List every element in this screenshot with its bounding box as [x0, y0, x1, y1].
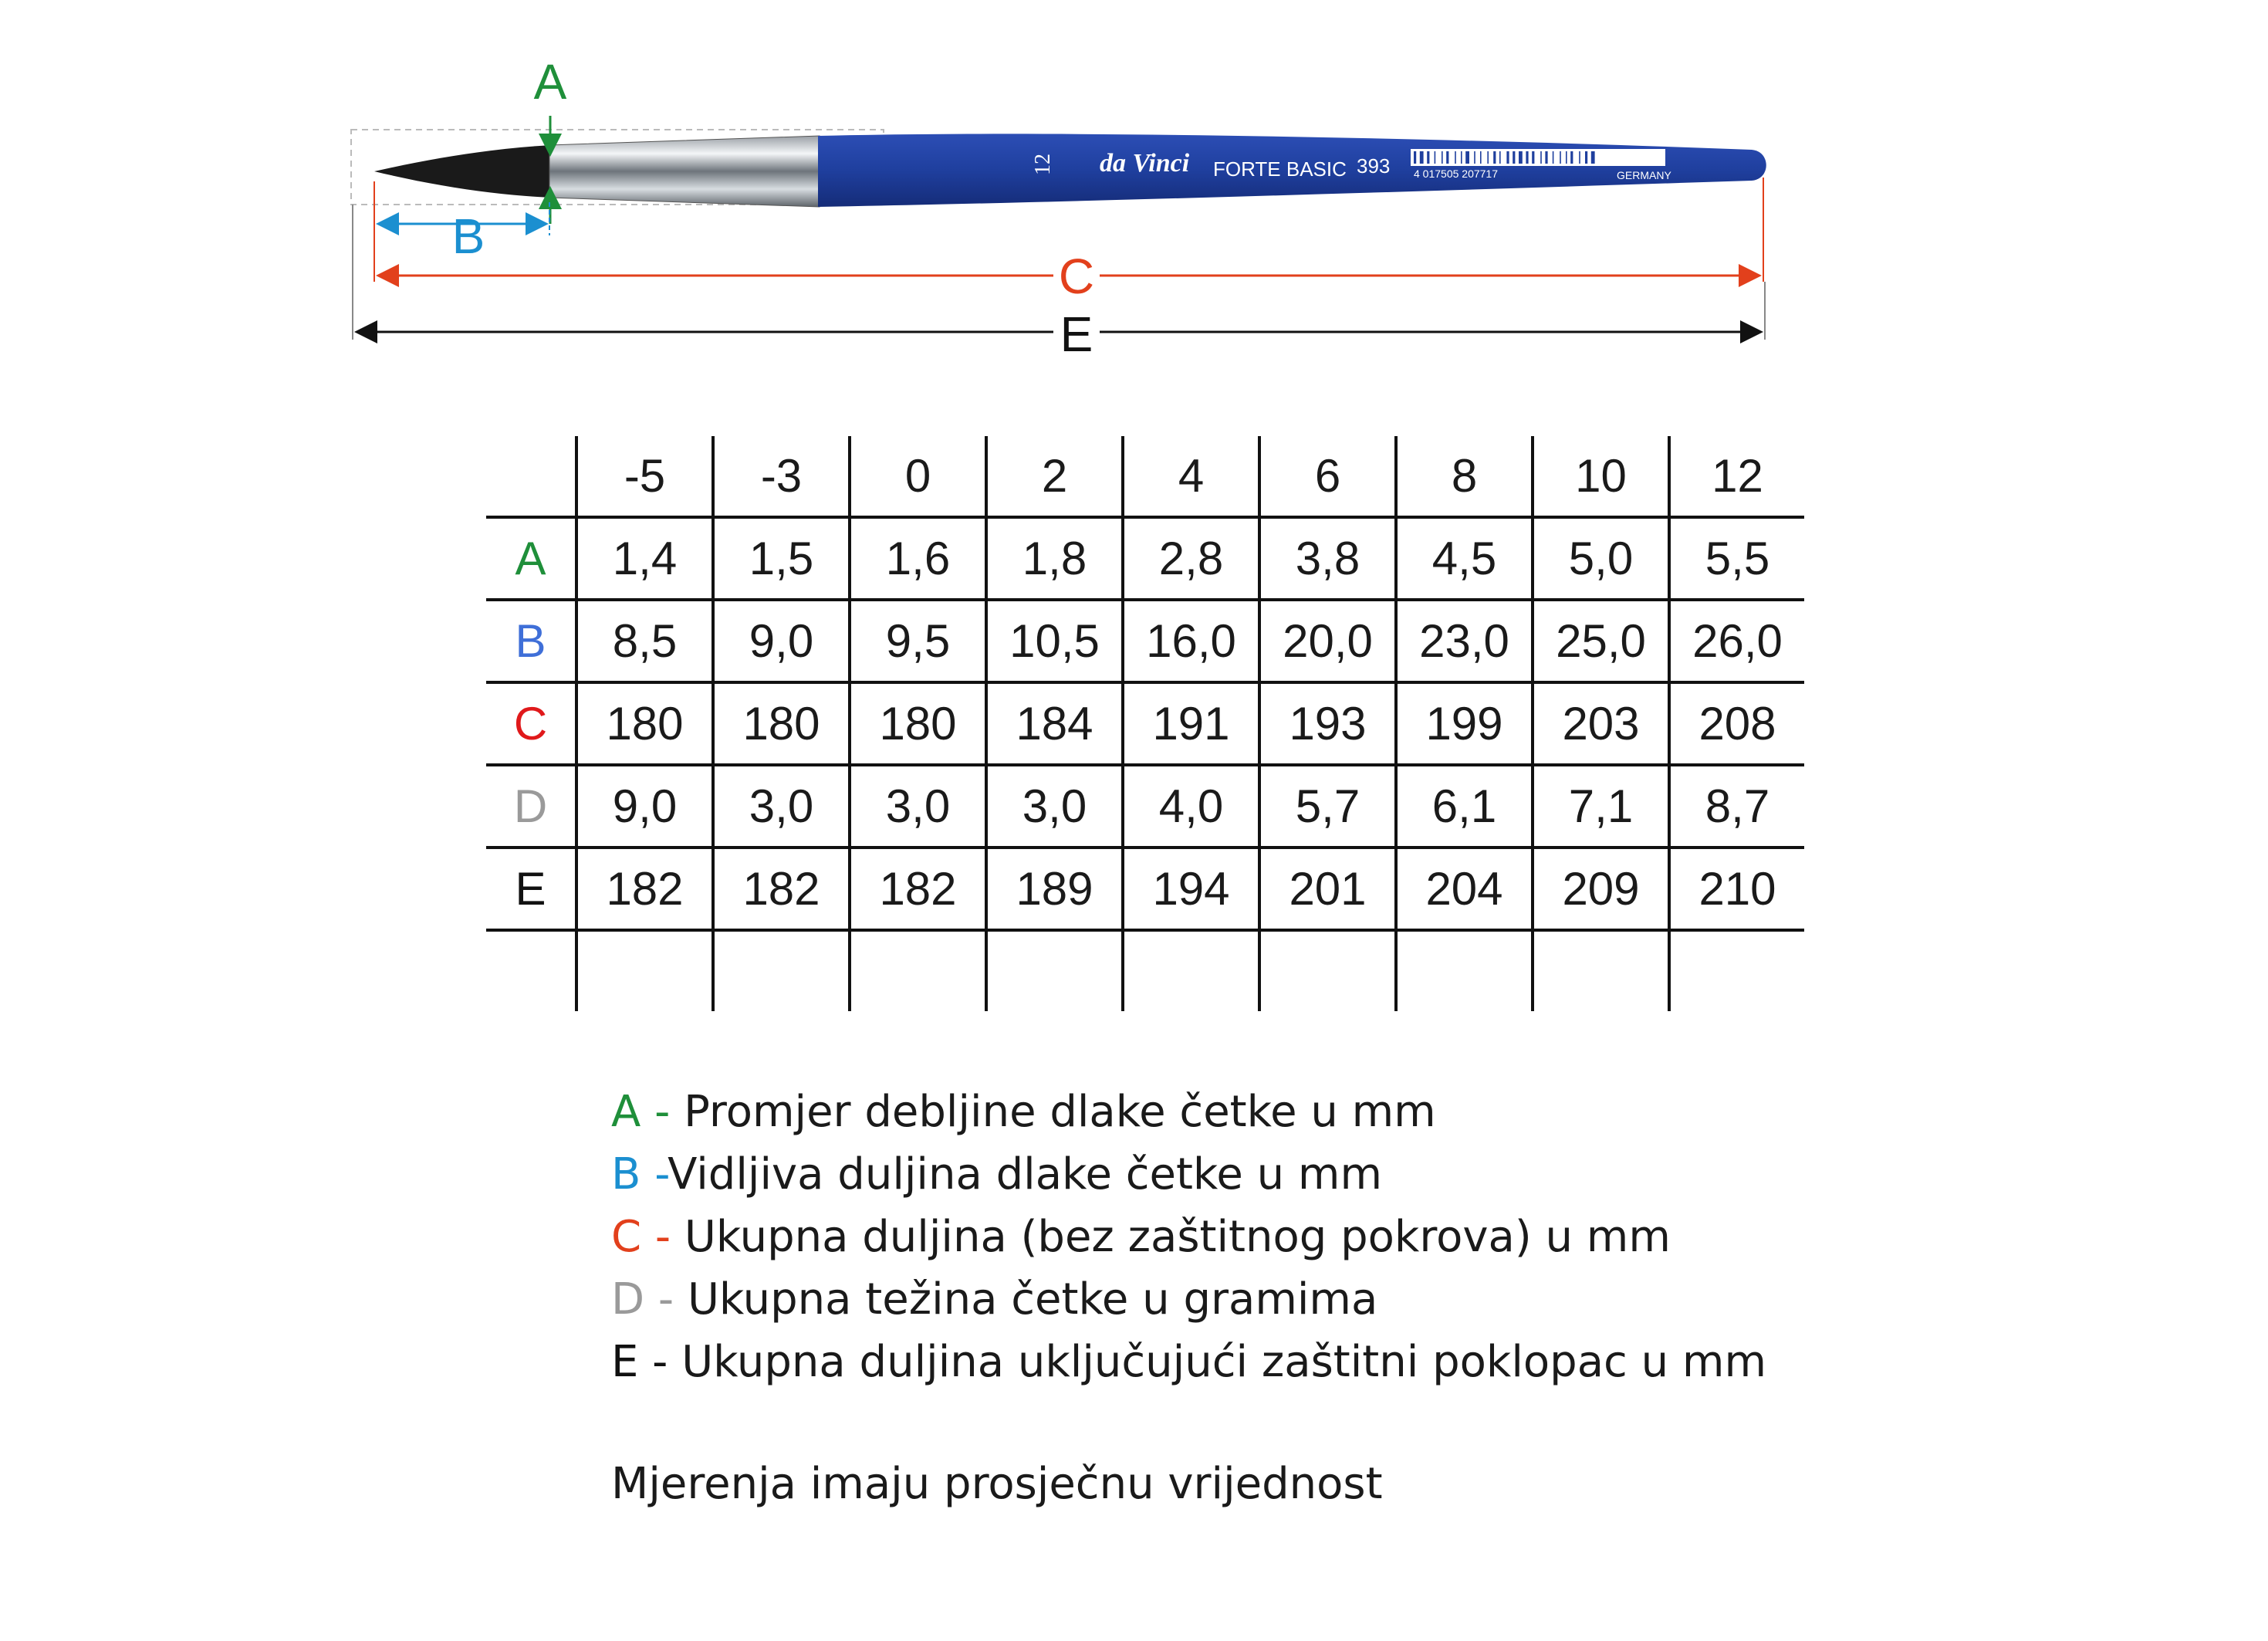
- legend-key: A -: [611, 1087, 671, 1137]
- table-cell: 3,0: [986, 765, 1123, 848]
- empty-cell: [1259, 930, 1396, 1011]
- measurement-note: Mjerenja imaju prosječnu vrijednost: [611, 1459, 1383, 1509]
- table-cell: 199: [1396, 682, 1533, 765]
- column-header: 6: [1259, 436, 1396, 517]
- empty-cell: [1533, 930, 1669, 1011]
- legend-item: [611, 1081, 1766, 1143]
- legend-key: B -: [611, 1149, 668, 1199]
- table-cell: 1,5: [713, 517, 850, 600]
- table-cell: 25,0: [1533, 600, 1669, 682]
- size-table: [486, 436, 1804, 1011]
- brush-diagram: [0, 0, 2268, 401]
- table-cell: 3,0: [713, 765, 850, 848]
- table-cell: 4,0: [1123, 765, 1259, 848]
- legend-item: [611, 1143, 1766, 1206]
- table-cell: 5,5: [1669, 517, 1804, 600]
- table-cell: 1,8: [986, 517, 1123, 600]
- row-label: D: [486, 765, 576, 848]
- table-cell: 10,5: [986, 600, 1123, 682]
- empty-cell: [850, 930, 986, 1011]
- table-row: [486, 848, 1804, 930]
- table-cell: 204: [1396, 848, 1533, 930]
- table-cell: 201: [1259, 848, 1396, 930]
- table-cell: 5,7: [1259, 765, 1396, 848]
- table-cell: 191: [1123, 682, 1259, 765]
- legend-key: C -: [611, 1212, 671, 1262]
- legend-item: [611, 1268, 1766, 1331]
- table-cell: 20,0: [1259, 600, 1396, 682]
- legend-text: Promjer debljine dlake četke u mm: [670, 1087, 1436, 1137]
- table-cell: 2,8: [1123, 517, 1259, 600]
- table-cell: 194: [1123, 848, 1259, 930]
- row-label: C: [486, 682, 576, 765]
- empty-cell: [486, 930, 576, 1011]
- empty-cell: [1396, 930, 1533, 1011]
- barcode-icon: [1411, 149, 1665, 166]
- table-cell: 193: [1259, 682, 1396, 765]
- header-row: [486, 436, 1804, 517]
- label-a: A: [533, 54, 567, 110]
- table-cell: 4,5: [1396, 517, 1533, 600]
- table-cell: 208: [1669, 682, 1804, 765]
- table-cell: 7,1: [1533, 765, 1669, 848]
- table-cell: 23,0: [1396, 600, 1533, 682]
- legend-key: D -: [611, 1274, 674, 1325]
- legend-text: Vidljiva duljina dlake četke u mm: [668, 1149, 1382, 1199]
- brush-number-imprint: 393: [1357, 154, 1391, 178]
- empty-row: [486, 930, 1804, 1011]
- label-c: C: [1058, 249, 1095, 304]
- table-cell: 9,0: [713, 600, 850, 682]
- table-cell: 1,6: [850, 517, 986, 600]
- column-header: -5: [576, 436, 713, 517]
- table-cell: 182: [850, 848, 986, 930]
- table-cell: 180: [850, 682, 986, 765]
- table-cell: 8,7: [1669, 765, 1804, 848]
- legend: [611, 1081, 1766, 1393]
- table-cell: 210: [1669, 848, 1804, 930]
- table-cell: 9,5: [850, 600, 986, 682]
- empty-cell: [576, 930, 713, 1011]
- brush-bristles: [374, 145, 552, 198]
- table-corner-cell: [486, 436, 576, 517]
- table-cell: 203: [1533, 682, 1669, 765]
- table-cell: 16,0: [1123, 600, 1259, 682]
- brush-size-imprint: 12: [1031, 154, 1055, 175]
- table-cell: 1,4: [576, 517, 713, 600]
- brush-ferrule: [549, 136, 820, 207]
- table-cell: 209: [1533, 848, 1669, 930]
- row-label: B: [486, 600, 576, 682]
- table-cell: 3,8: [1259, 517, 1396, 600]
- table-cell: 8,5: [576, 600, 713, 682]
- legend-text: Ukupna težina četke u gramima: [674, 1274, 1378, 1325]
- brush-barcode-digits: 4 017505 207717: [1414, 167, 1498, 180]
- column-header: 10: [1533, 436, 1669, 517]
- empty-cell: [713, 930, 850, 1011]
- table-cell: 180: [713, 682, 850, 765]
- table-row: [486, 517, 1804, 600]
- brush-brand-imprint: da Vinci: [1100, 149, 1190, 178]
- column-header: 2: [986, 436, 1123, 517]
- row-label: A: [486, 517, 576, 600]
- table-cell: 3,0: [850, 765, 986, 848]
- label-b: B: [451, 208, 485, 264]
- column-header: -3: [713, 436, 850, 517]
- column-header: 0: [850, 436, 986, 517]
- table-cell: 5,0: [1533, 517, 1669, 600]
- table-cell: 180: [576, 682, 713, 765]
- table-cell: 26,0: [1669, 600, 1804, 682]
- legend-text: Ukupna duljina uključujući zaštitni poklopac u mm: [668, 1337, 1766, 1387]
- label-e: E: [1060, 306, 1093, 362]
- table-cell: 6,1: [1396, 765, 1533, 848]
- empty-cell: [1123, 930, 1259, 1011]
- table-cell: 182: [713, 848, 850, 930]
- table-cell: 9,0: [576, 765, 713, 848]
- table-row: [486, 682, 1804, 765]
- legend-item: [611, 1331, 1766, 1393]
- legend-item: [611, 1206, 1766, 1268]
- brush-country-imprint: GERMANY: [1617, 169, 1671, 181]
- table-row: [486, 765, 1804, 848]
- column-header: 8: [1396, 436, 1533, 517]
- table-cell: 182: [576, 848, 713, 930]
- legend-text: Ukupna duljina (bez zaštitnog pokrova) u mm: [671, 1212, 1671, 1262]
- empty-cell: [1669, 930, 1804, 1011]
- table-cell: 189: [986, 848, 1123, 930]
- brush-series-imprint: FORTE BASIC: [1213, 157, 1347, 181]
- column-header: 12: [1669, 436, 1804, 517]
- empty-cell: [986, 930, 1123, 1011]
- column-header: 4: [1123, 436, 1259, 517]
- table-cell: 184: [986, 682, 1123, 765]
- legend-key: E -: [611, 1337, 668, 1387]
- table-row: [486, 600, 1804, 682]
- row-label: E: [486, 848, 576, 930]
